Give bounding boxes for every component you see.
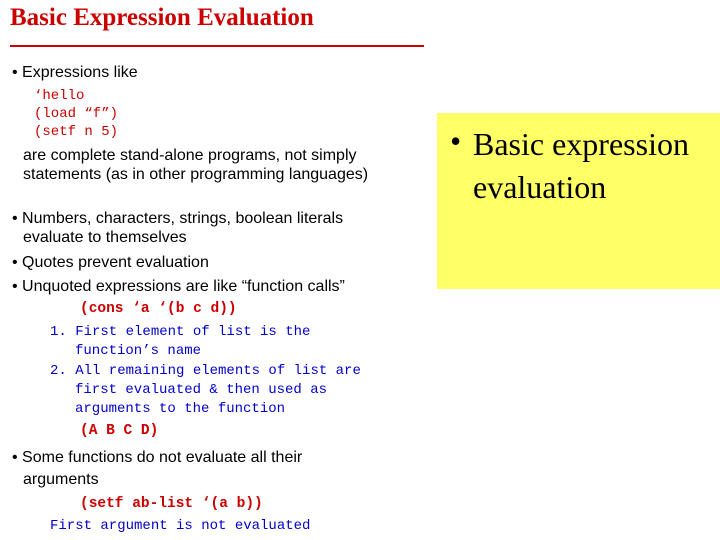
step-1-cont: function’s name (75, 343, 202, 359)
step-2-cont-2: arguments to the function (75, 401, 286, 417)
code-cons: (cons ‘a ‘(b c d)) (80, 301, 237, 317)
slide-title: Basic Expression Evaluation (10, 4, 314, 31)
bullet-literals-cont: evaluate to themselves (23, 229, 187, 246)
note-bullet: • (450, 123, 462, 159)
bullet-unquoted: • Unquoted expressions are like “function calls” (12, 278, 345, 295)
bullet-expressions-cont-1: are complete stand-alone programs, not simply (23, 147, 357, 164)
bullet-some-functions-cont: arguments (23, 471, 99, 488)
bullet-literals: • Numbers, characters, strings, boolean literals (12, 210, 344, 227)
step-2: 2. All remaining elements of list are (50, 363, 361, 379)
yellow-note-box (437, 113, 720, 289)
bullet-some-functions: • Some functions do not evaluate all their (12, 449, 303, 466)
step-1: 1. First element of list is the (50, 324, 311, 340)
code-result: (A B C D) (80, 423, 159, 439)
bullet-expressions: • Expressions like (12, 64, 138, 81)
bullet-expressions-cont-2: statements (as in other programming languages) (23, 166, 369, 183)
code-setf-ab-list: (setf ab-list ‘(a b)) (80, 496, 263, 512)
note-first-argument: First argument is not evaluated (50, 518, 311, 534)
code-load: (load “f”) (34, 106, 119, 122)
code-setf: (setf n 5) (34, 124, 119, 140)
code-hello: ‘hello (34, 88, 85, 104)
note-text: Basic expression evaluation (473, 126, 689, 205)
step-2-cont-1: first evaluated & then used as (75, 382, 328, 398)
title-underline (10, 45, 424, 47)
bullet-quotes: • Quotes prevent evaluation (12, 254, 209, 271)
